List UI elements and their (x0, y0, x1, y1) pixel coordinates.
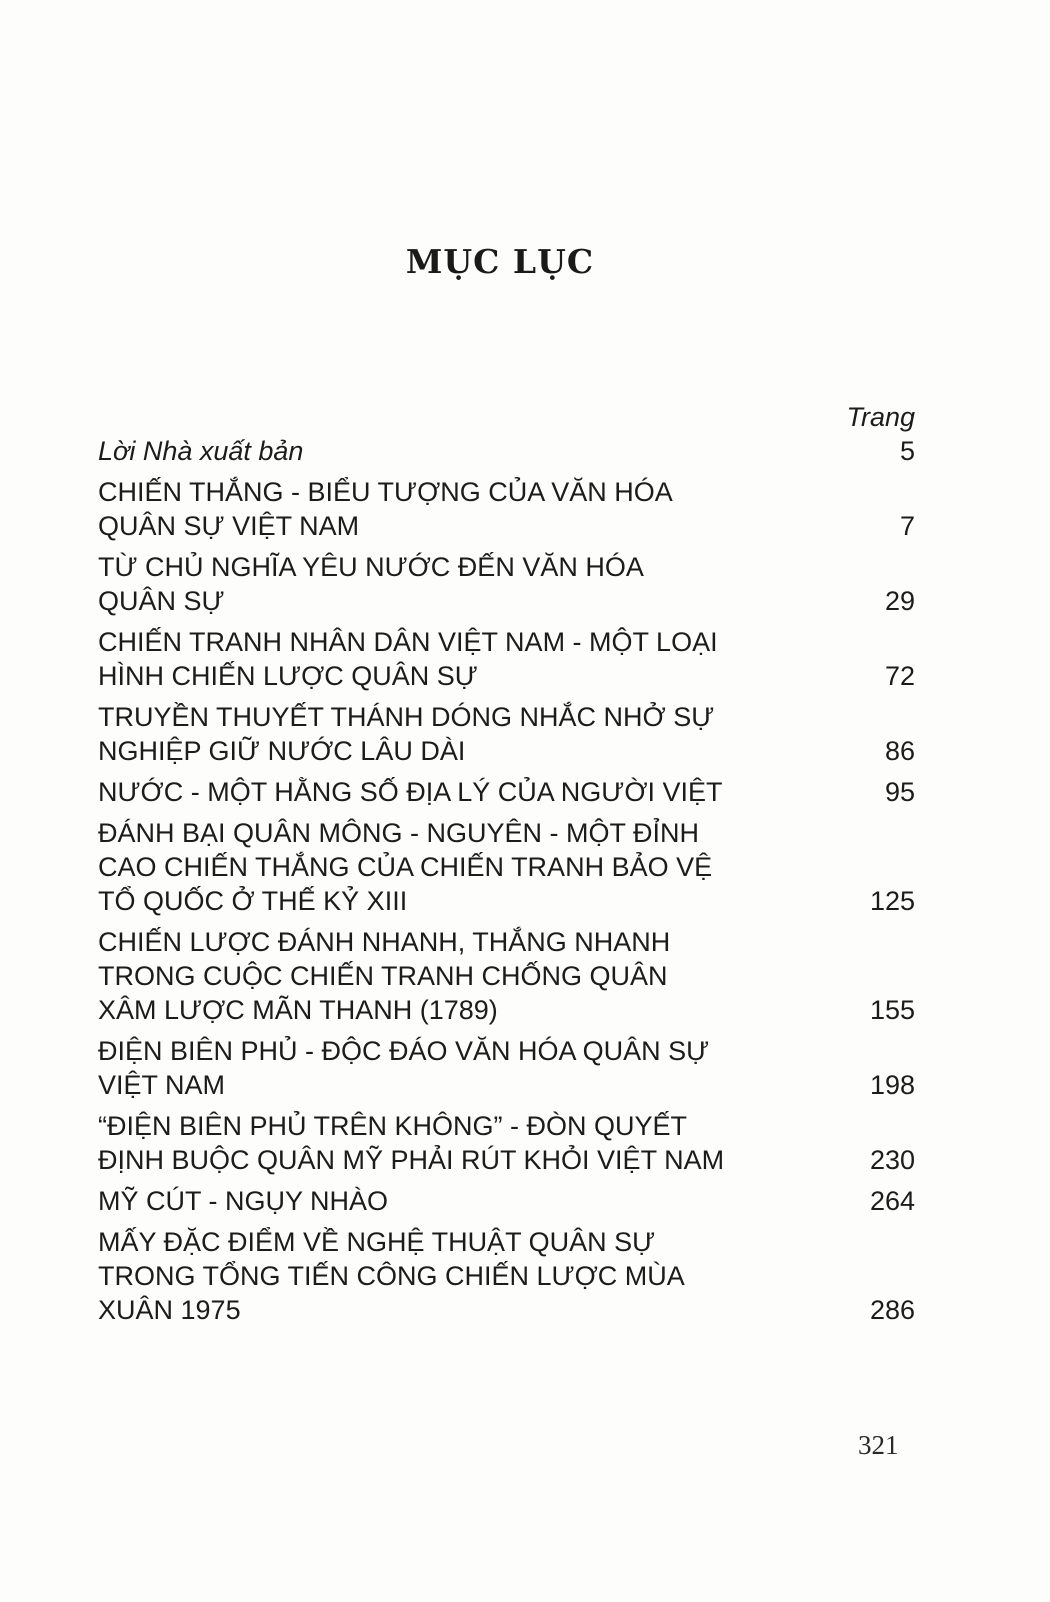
table-of-contents (98, 400, 918, 1334)
toc-entry-page: 86 (884, 736, 915, 766)
toc-entry-title: “ĐIỆN BIÊN PHỦ TRÊN KHÔNG” - ĐÒN QUYẾT ĐỊNH BUỘC QUÂN MỸ PHẢI RÚT KHỎI VIỆT NAM (98, 1111, 725, 1175)
toc-entry-title: CHIẾN TRANH NHÂN DÂN VIỆT NAM - MỘT LOẠI HÌNH CHIẾN LƯỢC QUÂN SỰ (98, 627, 718, 691)
toc-entry-page: 95 (884, 777, 915, 807)
toc-entry (98, 1109, 918, 1177)
toc-entry-title: ĐIỆN BIÊN PHỦ - ĐỘC ĐÁO VĂN HÓA QUÂN SỰ VIỆT NAM (98, 1036, 710, 1100)
toc-entry-page: 230 (869, 1145, 915, 1175)
toc-entry-title: TRUYỀN THUYẾT THÁNH DÓNG NHẮC NHỞ SỰ NGHIỆP GIỮ NƯỚC LÂU DÀI (98, 702, 715, 766)
toc-entry (98, 775, 918, 809)
toc-entry (98, 925, 918, 1027)
toc-entry-page: 155 (869, 995, 915, 1025)
toc-entry (98, 1184, 918, 1218)
page-title: MỤC LỤC (405, 242, 595, 281)
toc-entry (98, 1225, 918, 1327)
toc-entry-page: 72 (884, 661, 915, 691)
toc-entry-title: NƯỚC - MỘT HẰNG SỐ ĐỊA LÝ CỦA NGƯỜI VIỆT (98, 777, 723, 807)
toc-entry-page: 7 (899, 511, 915, 541)
toc-entry (98, 550, 918, 618)
toc-entry-page: 29 (884, 586, 915, 616)
toc-entry-page: 198 (869, 1070, 915, 1100)
page-number: 321 (858, 1430, 899, 1460)
toc-entry-title: MẤY ĐẶC ĐIỂM VỀ NGHỆ THUẬT QUÂN SỰ TRONG TỔNG TIẾN CÔNG CHIẾN LƯỢC MÙA XUÂN 1975 (98, 1227, 685, 1325)
toc-entry (98, 1034, 918, 1102)
toc-entry-title: MỸ CÚT - NGỤY NHÀO (98, 1186, 389, 1216)
toc-entry (98, 434, 918, 468)
toc-entry-title: CHIẾN THẮNG - BIỂU TƯỢNG CỦA VĂN HÓA QUÂN SỰ VIỆT NAM (98, 477, 673, 541)
toc-entry-page: 286 (869, 1295, 915, 1325)
toc-entry-page: 264 (869, 1186, 915, 1216)
toc-entry (98, 700, 918, 768)
toc-entry-title: TỪ CHỦ NGHĨA YÊU NƯỚC ĐẾN VĂN HÓA QUÂN SỰ (98, 552, 644, 616)
toc-entry (98, 475, 918, 543)
page-column-label: Trang (846, 402, 915, 432)
toc-entry-title: Lời Nhà xuất bản (98, 436, 304, 466)
toc-entry-page: 5 (899, 436, 915, 466)
toc-entry-title: ĐÁNH BẠI QUÂN MÔNG - NGUYÊN - MỘT ĐỈNH CAO CHIẾN THẮNG CỦA CHIẾN TRANH BẢO VỆ TỔ QUỐC Ở THẾ KỶ XIII (98, 818, 713, 916)
toc-entry-title: CHIẾN LƯỢC ĐÁNH NHANH, THẮNG NHANH TRONG CUỘC CHIẾN TRANH CHỐNG QUÂN XÂM LƯỢC MÃN THANH (1789) (98, 927, 671, 1025)
toc-list (98, 434, 918, 1327)
toc-entry (98, 625, 918, 693)
toc-entry-page: 125 (869, 886, 915, 916)
toc-entry (98, 816, 918, 918)
